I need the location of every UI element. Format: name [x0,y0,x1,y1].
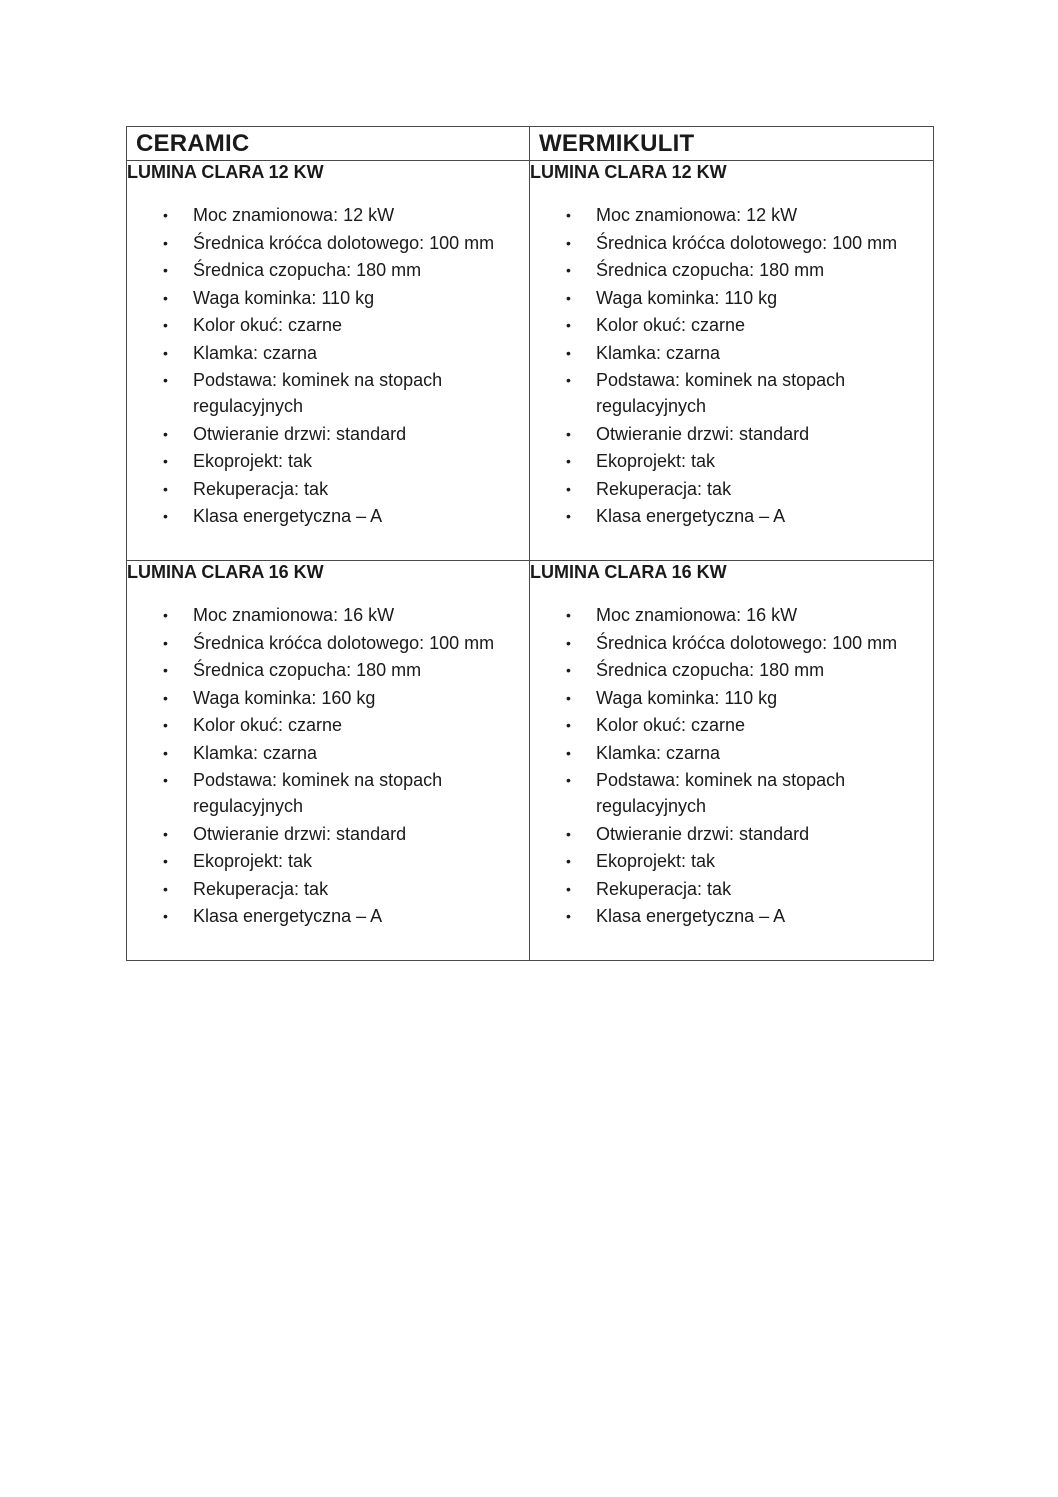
spec-list [127,202,529,529]
list-item [530,312,933,338]
spec-text: Średnica króćca dolotowego: 100 mm [596,232,898,253]
bullet-icon: • [163,480,168,497]
list-item [127,421,529,447]
spec-text: Rekuperacja: tak [193,878,329,899]
spec-text: Otwieranie drzwi: standard [596,423,810,444]
spec-text: Klasa energetyczna – A [596,506,786,526]
spec-text: Ekoprojekt: tak [596,451,716,471]
bullet-icon: • [566,508,571,524]
bullet-icon: • [163,634,168,651]
spec-text: Rekuperacja: tak [596,878,732,899]
list-item [530,630,933,656]
spec-text: Moc znamionowa: 16 kW [193,605,395,625]
table-row [127,561,934,961]
bullet-icon: • [566,607,571,623]
list-item [127,448,529,474]
list-item [530,503,933,529]
spec-text: Moc znamionowa: 12 kW [596,205,798,225]
list-item [530,712,933,738]
spec-text: Kolor okuć: czarne [193,315,343,335]
list-item [127,848,529,874]
spec-text: Moc znamionowa: 12 kW [193,205,395,225]
list-item [530,602,933,628]
bullet-icon: • [566,372,571,388]
list-item [530,421,933,447]
bullet-icon: • [566,344,571,361]
list-item [127,876,529,902]
bullet-icon: • [163,262,168,278]
bullet-icon: • [566,317,571,333]
spec-text: Średnica czopucha: 180 mm [193,660,422,680]
bullet-icon: • [566,825,571,842]
model-title: LUMINA CLARA 12 KW [530,162,727,182]
bullet-icon: • [163,289,168,306]
bullet-icon: • [566,234,571,251]
spec-text: Klasa energetyczna – A [193,906,383,926]
bullet-icon: • [566,908,571,924]
bullet-icon: • [566,207,571,223]
bullet-icon: • [163,880,168,897]
list-item [530,685,933,711]
spec-text: Klamka: czarna [596,342,721,363]
spec-text: Średnica króćca dolotowego: 100 mm [193,232,495,253]
list-item [530,740,933,766]
spec-text: Podstawa: kominek na stopach regulacyjnych [596,370,846,416]
table-header-row [127,127,934,161]
list-item [530,476,933,502]
spec-text: Otwieranie drzwi: standard [193,423,407,444]
model-title: LUMINA CLARA 16 KW [127,562,324,582]
spec-text: Ekoprojekt: tak [193,451,313,471]
spec-list [530,602,933,929]
spec-comparison-table [126,126,934,961]
spec-cell [530,161,934,561]
spec-text: Otwieranie drzwi: standard [596,823,810,844]
bullet-icon: • [163,607,168,623]
list-item [127,503,529,529]
spec-text: Otwieranie drzwi: standard [193,823,407,844]
column-header-ceramic: CERAMIC [127,127,530,161]
spec-text: Średnica czopucha: 180 mm [193,260,422,280]
bullet-icon: • [163,853,168,869]
bullet-icon: • [566,689,571,706]
spec-text: Kolor okuć: czarne [193,715,343,735]
spec-text: Podstawa: kominek na stopach regulacyjnych [596,770,846,816]
list-item [530,903,933,929]
spec-cell [127,161,530,561]
bullet-icon: • [566,453,571,469]
spec-text: Ekoprojekt: tak [193,851,313,871]
column-header-wermikulit: WERMIKULIT [530,127,934,161]
bullet-icon: • [163,717,168,733]
bullet-icon: • [566,662,571,678]
bullet-icon: • [163,372,168,388]
bullet-icon: • [163,344,168,361]
bullet-icon: • [163,425,168,442]
spec-text: Waga kominka: 110 kg [596,687,778,708]
list-item [530,285,933,311]
spec-text: Średnica czopucha: 180 mm [596,660,825,680]
list-item [127,903,529,929]
list-item [530,448,933,474]
list-item [530,230,933,256]
bullet-icon: • [566,480,571,497]
bullet-icon: • [163,825,168,842]
list-item [127,712,529,738]
spec-cell [530,561,934,961]
list-item [127,285,529,311]
table-row [127,161,934,561]
list-item [127,257,529,283]
spec-text: Podstawa: kominek na stopach regulacyjnych [193,370,443,416]
list-item [127,312,529,338]
spec-text: Średnica czopucha: 180 mm [596,260,825,280]
list-item [127,685,529,711]
bullet-icon: • [566,717,571,733]
spec-text: Klasa energetyczna – A [596,906,786,926]
spec-text: Waga kominka: 160 kg [193,687,376,708]
spec-text: Klamka: czarna [193,342,318,363]
spec-text: Moc znamionowa: 16 kW [596,605,798,625]
spec-text: Średnica króćca dolotowego: 100 mm [596,632,898,653]
spec-text: Ekoprojekt: tak [596,851,716,871]
bullet-icon: • [566,880,571,897]
list-item [530,202,933,228]
list-item [530,367,933,419]
list-item [127,230,529,256]
bullet-icon: • [163,908,168,924]
list-item [530,821,933,847]
spec-text: Rekuperacja: tak [596,478,732,499]
spec-text: Klamka: czarna [596,742,721,763]
bullet-icon: • [566,853,571,869]
list-item [127,476,529,502]
bullet-icon: • [163,662,168,678]
bullet-icon: • [163,689,168,706]
bullet-icon: • [163,744,168,761]
spec-text: Kolor okuć: czarne [596,315,746,335]
bullet-icon: • [566,744,571,761]
list-item [530,340,933,366]
bullet-icon: • [163,207,168,223]
spec-cell [127,561,530,961]
list-item [127,630,529,656]
list-item [530,848,933,874]
bullet-icon: • [566,289,571,306]
bullet-icon: • [566,425,571,442]
spec-text: Waga kominka: 110 kg [193,287,375,308]
spec-text: Podstawa: kominek na stopach regulacyjnych [193,770,443,816]
spec-text: Średnica króćca dolotowego: 100 mm [193,632,495,653]
list-item [530,657,933,683]
list-item [127,767,529,819]
spec-list [127,602,529,929]
list-item [127,821,529,847]
spec-list [530,202,933,529]
spec-text: Kolor okuć: czarne [596,715,746,735]
bullet-icon: • [163,317,168,333]
bullet-icon: • [163,453,168,469]
list-item [127,340,529,366]
spec-text: Rekuperacja: tak [193,478,329,499]
bullet-icon: • [163,508,168,524]
bullet-icon: • [566,262,571,278]
bullet-icon: • [566,772,571,788]
list-item [530,767,933,819]
list-item [530,876,933,902]
list-item [127,602,529,628]
spec-text: Waga kominka: 110 kg [596,287,778,308]
bullet-icon: • [163,234,168,251]
list-item [530,257,933,283]
list-item [127,740,529,766]
list-item [127,367,529,419]
spec-text: Klamka: czarna [193,742,318,763]
bullet-icon: • [566,634,571,651]
list-item [127,202,529,228]
bullet-icon: • [163,772,168,788]
list-item [127,657,529,683]
model-title: LUMINA CLARA 16 KW [530,562,727,582]
model-title: LUMINA CLARA 12 KW [127,162,324,182]
spec-text: Klasa energetyczna – A [193,506,383,526]
